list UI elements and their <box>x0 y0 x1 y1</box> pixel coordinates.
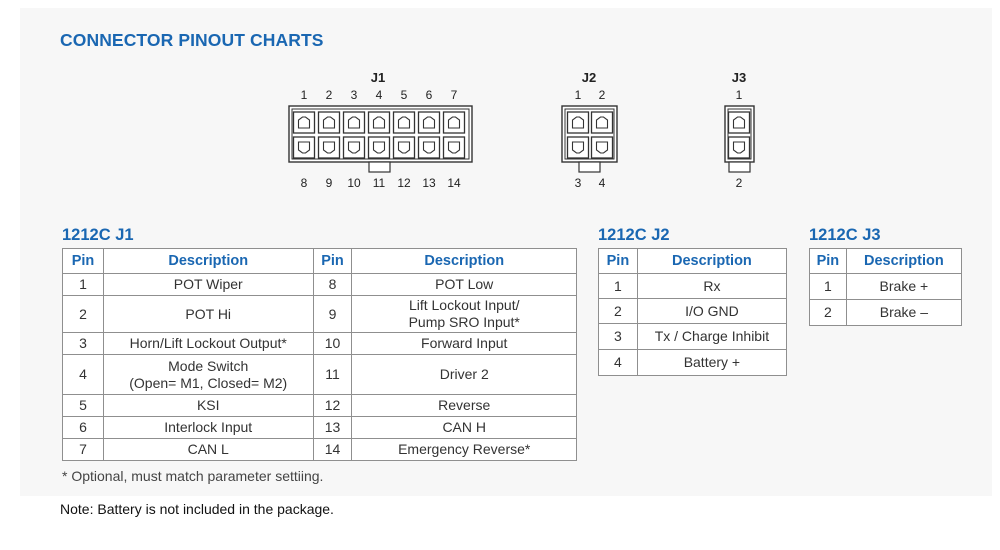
connector-latch <box>369 162 390 172</box>
pin-number-label: 7 <box>450 88 458 102</box>
connector-j3-diagram <box>725 70 754 190</box>
pin-description-cell: Interlock Input <box>103 417 313 439</box>
connector-latch <box>579 162 600 172</box>
pin-description-cell: Brake + <box>846 274 961 300</box>
pin-number-label: 1 <box>300 88 308 102</box>
pin-number-label: 2 <box>325 88 333 102</box>
pin-description-cell: Driver 2 <box>352 355 577 395</box>
table-j1-title: 1212C J1 <box>62 226 134 244</box>
table-row <box>810 274 962 300</box>
column-header: Description <box>352 249 577 274</box>
pin-number-label: 5 <box>400 88 408 102</box>
pin-terminal <box>324 117 335 128</box>
table-header-row <box>63 249 577 274</box>
pin-description-cell: Horn/Lift Lockout Output* <box>103 333 313 355</box>
pin-description-cell: KSI <box>103 395 313 417</box>
pin-terminal <box>374 117 385 128</box>
column-header: Pin <box>313 249 352 274</box>
pinout-table-j1 <box>62 248 577 461</box>
table-row <box>599 324 787 350</box>
pin-terminal <box>597 142 608 153</box>
pin-number-label: 9 <box>325 176 333 190</box>
pin-description-cell: Tx / Charge Inhibit <box>637 324 786 350</box>
pin-number-cell: 6 <box>63 417 104 439</box>
pin-terminal <box>597 117 608 128</box>
table-j3-title: 1212C J3 <box>809 226 881 244</box>
table-row <box>810 300 962 326</box>
pin-description-cell: Brake – <box>846 300 961 326</box>
pin-terminal <box>399 142 410 153</box>
pin-number-cell: 2 <box>63 296 104 333</box>
pin-number-cell: 1 <box>599 274 638 299</box>
pin-number-label: 2 <box>598 88 606 102</box>
connector-j2-diagram <box>562 70 617 190</box>
pin-number-cell: 12 <box>313 395 352 417</box>
package-note: Note: Battery is not included in the package. <box>60 501 334 517</box>
pin-terminal <box>349 117 360 128</box>
column-header: Pin <box>63 249 104 274</box>
connector-j1-diagram <box>289 70 472 190</box>
pin-number-cell: 10 <box>313 333 352 355</box>
pin-terminal <box>424 142 435 153</box>
pin-number-cell: 1 <box>810 274 847 300</box>
page-title: CONNECTOR PINOUT CHARTS <box>60 30 324 50</box>
pin-terminal <box>299 117 310 128</box>
pin-number-cell: 3 <box>599 324 638 350</box>
pin-description-cell: POT Low <box>352 274 577 296</box>
table-j2-title: 1212C J2 <box>598 226 670 244</box>
pin-number-cell: 4 <box>599 350 638 376</box>
pin-terminal <box>449 117 460 128</box>
pin-terminal <box>299 142 310 153</box>
table-row <box>599 299 787 324</box>
pin-number-cell: 3 <box>63 333 104 355</box>
pin-number-cell: 7 <box>63 439 104 461</box>
pin-description-cell: Reverse <box>352 395 577 417</box>
pin-number-label: 13 <box>422 176 436 190</box>
table-row <box>63 439 577 461</box>
pin-number-label: 6 <box>425 88 433 102</box>
pin-terminal <box>449 142 460 153</box>
pin-number-label: 1 <box>574 88 582 102</box>
pin-description-cell: CAN L <box>103 439 313 461</box>
column-header: Description <box>846 249 961 274</box>
pin-number-cell: 5 <box>63 395 104 417</box>
pin-number-label: 2 <box>735 176 743 190</box>
pin-description-cell: Battery + <box>637 350 786 376</box>
pin-number-label: 4 <box>375 88 383 102</box>
pin-number-cell: 2 <box>810 300 847 326</box>
pin-description-cell: Emergency Reverse* <box>352 439 577 461</box>
table-header-row <box>810 249 962 274</box>
pin-number-label: 4 <box>598 176 606 190</box>
pin-number-cell: 8 <box>313 274 352 296</box>
pin-description-cell: POT Hi <box>103 296 313 333</box>
pin-description-cell: Mode Switch (Open= M1, Closed= M2) <box>103 355 313 395</box>
connector-j3-label: J3 <box>731 70 747 85</box>
column-header: Pin <box>599 249 638 274</box>
column-header: Description <box>637 249 786 274</box>
pin-number-cell: 1 <box>63 274 104 296</box>
pin-number-label: 8 <box>300 176 308 190</box>
connector-diagrams <box>0 0 1000 220</box>
pin-number-label: 14 <box>447 176 461 190</box>
pin-number-label: 3 <box>350 88 358 102</box>
pin-description-cell: Lift Lockout Input/ Pump SRO Input* <box>352 296 577 333</box>
table-row <box>63 417 577 439</box>
column-header: Description <box>103 249 313 274</box>
connector-j2-label: J2 <box>581 70 597 85</box>
table-row <box>63 355 577 395</box>
table-row <box>599 274 787 299</box>
pin-number-label: 10 <box>347 176 361 190</box>
pin-terminal <box>734 142 745 153</box>
connector-j1-label: J1 <box>370 70 386 85</box>
pinout-table-j2 <box>598 248 787 376</box>
pinout-table-j3 <box>809 248 962 326</box>
pin-terminal <box>399 117 410 128</box>
pin-number-cell: 14 <box>313 439 352 461</box>
pin-number-cell: 9 <box>313 296 352 333</box>
table-header-row <box>599 249 787 274</box>
column-header: Pin <box>810 249 847 274</box>
pin-description-cell: Rx <box>637 274 786 299</box>
pin-terminal <box>324 142 335 153</box>
pin-number-label: 1 <box>735 88 743 102</box>
pin-number-label: 3 <box>574 176 582 190</box>
table-row <box>63 333 577 355</box>
pin-terminal <box>573 117 584 128</box>
pin-terminal <box>424 117 435 128</box>
pin-terminal <box>573 142 584 153</box>
pin-number-cell: 2 <box>599 299 638 324</box>
connector-latch <box>729 162 750 172</box>
pin-number-label: 12 <box>397 176 411 190</box>
pin-description-cell: I/O GND <box>637 299 786 324</box>
pin-number-cell: 11 <box>313 355 352 395</box>
pin-number-cell: 4 <box>63 355 104 395</box>
table-row <box>63 274 577 296</box>
pin-number-cell: 13 <box>313 417 352 439</box>
table-row <box>63 296 577 333</box>
pin-number-label: 11 <box>372 176 386 190</box>
pin-terminal <box>374 142 385 153</box>
pin-description-cell: CAN H <box>352 417 577 439</box>
table-row <box>599 350 787 376</box>
pin-terminal <box>349 142 360 153</box>
pin-description-cell: POT Wiper <box>103 274 313 296</box>
footnote: * Optional, must match parameter settiing. <box>62 468 324 484</box>
pin-terminal <box>734 117 745 128</box>
pin-description-cell: Forward Input <box>352 333 577 355</box>
table-row <box>63 395 577 417</box>
